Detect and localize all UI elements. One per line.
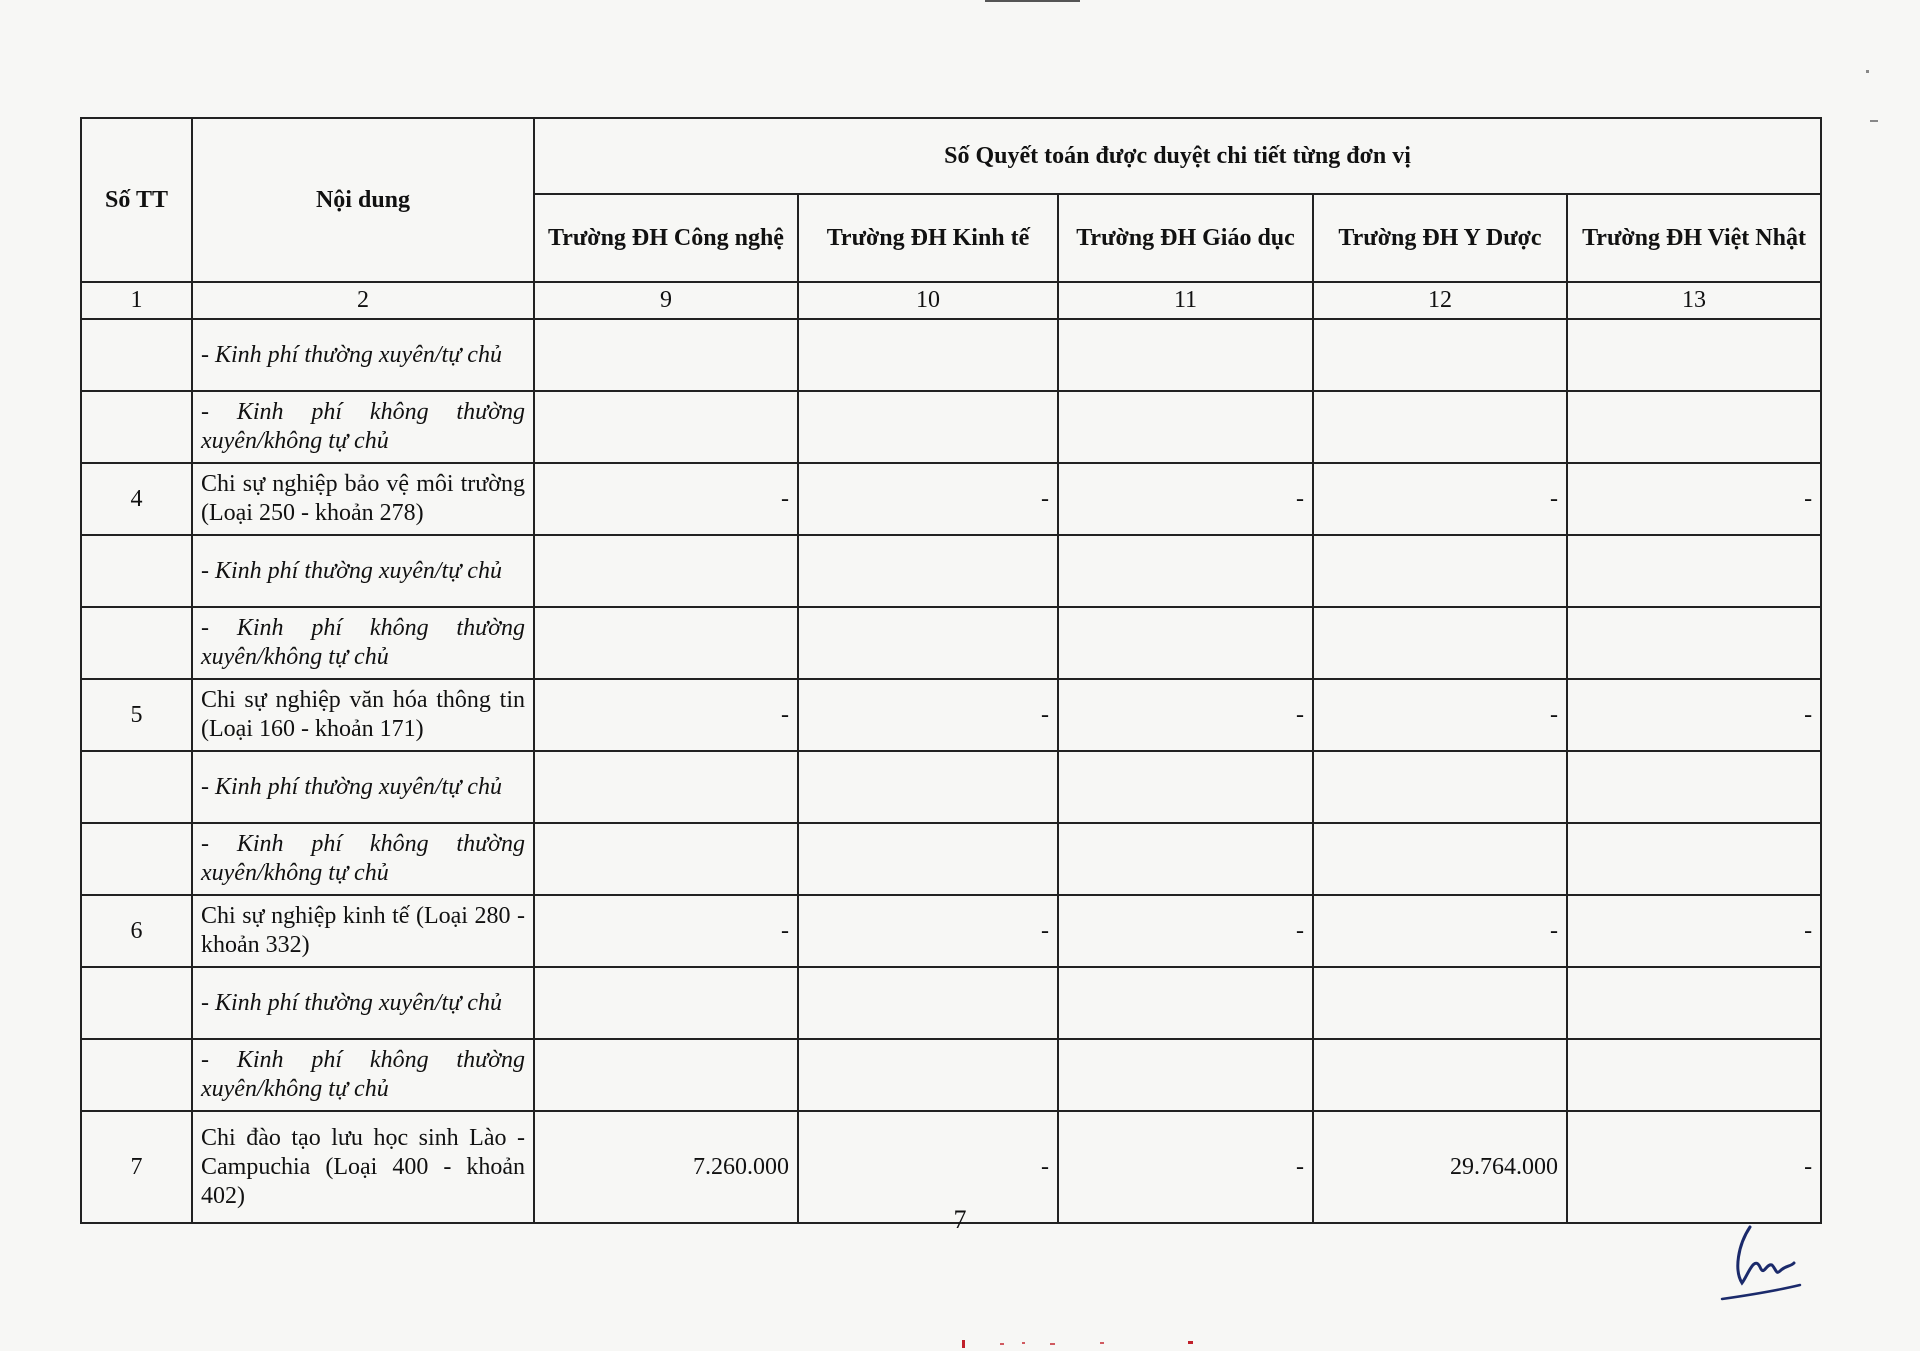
header-unit: Trường ĐH Việt Nhật [1567, 194, 1821, 282]
row-value: - [534, 679, 798, 751]
row-value [1313, 319, 1567, 391]
row-content: Chi sự nghiệp kinh tế (Loại 280 - khoản 332) [192, 895, 534, 967]
row-stt [81, 967, 192, 1039]
header-stt: Số TT [81, 118, 192, 282]
row-stt: 7 [81, 1111, 192, 1223]
header-unit: Trường ĐH Y Dược [1313, 194, 1567, 282]
column-index-cell: 9 [534, 282, 798, 319]
table-row [81, 751, 1821, 823]
row-stt: 4 [81, 463, 192, 535]
row-value: - [534, 895, 798, 967]
row-value [1058, 751, 1313, 823]
table-row [81, 463, 1821, 535]
row-value [534, 391, 798, 463]
header-content: Nội dung [192, 118, 534, 282]
row-content: - Kinh phí thường xuyên/tự chủ [192, 967, 534, 1039]
row-value: - [1567, 463, 1821, 535]
row-content: - Kinh phí không thường xuyên/không tự chủ [192, 823, 534, 895]
row-value [1567, 1039, 1821, 1111]
column-index-row [81, 282, 1821, 319]
row-value [1313, 967, 1567, 1039]
row-value [1313, 1039, 1567, 1111]
row-content: - Kinh phí thường xuyên/tự chủ [192, 535, 534, 607]
row-content: - Kinh phí thường xuyên/tự chủ [192, 319, 534, 391]
row-value: - [798, 463, 1058, 535]
table-row [81, 679, 1821, 751]
row-value [798, 391, 1058, 463]
row-value [1567, 391, 1821, 463]
table-row [81, 319, 1821, 391]
row-value: - [798, 1111, 1058, 1223]
table-row [81, 895, 1821, 967]
row-value [1567, 319, 1821, 391]
row-stt [81, 823, 192, 895]
row-stt [81, 607, 192, 679]
row-value [798, 607, 1058, 679]
column-index-cell: 12 [1313, 282, 1567, 319]
row-value [1567, 823, 1821, 895]
row-value: - [1313, 463, 1567, 535]
row-value: - [1567, 895, 1821, 967]
table-row [81, 1039, 1821, 1111]
row-stt [81, 1039, 192, 1111]
row-value [1567, 535, 1821, 607]
row-content: - Kinh phí thường xuyên/tự chủ [192, 751, 534, 823]
handwritten-signature-icon [1720, 1215, 1830, 1305]
row-value [1058, 607, 1313, 679]
row-content: - Kinh phí không thường xuyên/không tự chủ [192, 1039, 534, 1111]
row-value: - [1567, 1111, 1821, 1223]
header-unit: Trường ĐH Giáo dục [1058, 194, 1313, 282]
stamp-fragment-icon [960, 1338, 1200, 1348]
table-row [81, 607, 1821, 679]
row-value: - [1313, 679, 1567, 751]
row-value: 7.260.000 [534, 1111, 798, 1223]
row-value: - [798, 679, 1058, 751]
row-stt: 6 [81, 895, 192, 967]
row-content: - Kinh phí không thường xuyên/không tự chủ [192, 391, 534, 463]
row-value [798, 535, 1058, 607]
row-value [534, 535, 798, 607]
report-sheet [80, 117, 1820, 1224]
row-value [1567, 967, 1821, 1039]
column-index-cell: 2 [192, 282, 534, 319]
table-row [81, 967, 1821, 1039]
table-body [81, 319, 1821, 1223]
row-value [1313, 607, 1567, 679]
row-value [534, 319, 798, 391]
row-value: - [1058, 895, 1313, 967]
table-row [81, 391, 1821, 463]
row-content: - Kinh phí không thường xuyên/không tự chủ [192, 607, 534, 679]
column-index-cell: 11 [1058, 282, 1313, 319]
edge-speck [1866, 70, 1869, 73]
row-content: Chi sự nghiệp bảo vệ môi trường (Loại 250 - khoản 278) [192, 463, 534, 535]
row-content: Chi đào tạo lưu học sinh Lào - Campuchia (Loại 400 - khoản 402) [192, 1111, 534, 1223]
row-stt: 5 [81, 679, 192, 751]
row-value [1313, 751, 1567, 823]
row-value [534, 823, 798, 895]
row-value [1058, 319, 1313, 391]
row-value: 29.764.000 [1313, 1111, 1567, 1223]
row-value [798, 967, 1058, 1039]
row-value [1313, 535, 1567, 607]
row-value [798, 319, 1058, 391]
row-value [534, 607, 798, 679]
table-row [81, 535, 1821, 607]
row-value [534, 751, 798, 823]
row-value: - [1058, 1111, 1313, 1223]
row-stt [81, 391, 192, 463]
row-value [534, 967, 798, 1039]
row-value [534, 1039, 798, 1111]
row-value [1058, 823, 1313, 895]
page-number: 7 [953, 1205, 967, 1234]
table-row [81, 823, 1821, 895]
row-value [798, 1039, 1058, 1111]
row-value [1058, 391, 1313, 463]
row-content: Chi sự nghiệp văn hóa thông tin (Loại 160 - khoản 171) [192, 679, 534, 751]
edge-speck [1870, 120, 1878, 122]
row-value: - [1058, 679, 1313, 751]
row-value [798, 823, 1058, 895]
row-value: - [1567, 679, 1821, 751]
column-index-cell: 13 [1567, 282, 1821, 319]
row-value [1058, 1039, 1313, 1111]
column-index-cell: 1 [81, 282, 192, 319]
row-value [1313, 391, 1567, 463]
row-value [798, 751, 1058, 823]
header-group: Số Quyết toán được duyệt chi tiết từng đơn vị [534, 118, 1821, 194]
row-value [1058, 535, 1313, 607]
row-value: - [1058, 463, 1313, 535]
row-stt [81, 319, 192, 391]
row-value: - [1313, 895, 1567, 967]
row-stt [81, 535, 192, 607]
column-index-cell: 10 [798, 282, 1058, 319]
row-stt [81, 751, 192, 823]
row-value: - [534, 463, 798, 535]
row-value [1567, 751, 1821, 823]
header-unit: Trường ĐH Công nghệ [534, 194, 798, 282]
header-unit: Trường ĐH Kinh tế [798, 194, 1058, 282]
settlement-table [80, 117, 1822, 1224]
row-value: - [798, 895, 1058, 967]
row-value [1058, 967, 1313, 1039]
row-value [1313, 823, 1567, 895]
row-value [1567, 607, 1821, 679]
top-edge-mark [985, 0, 1080, 2]
